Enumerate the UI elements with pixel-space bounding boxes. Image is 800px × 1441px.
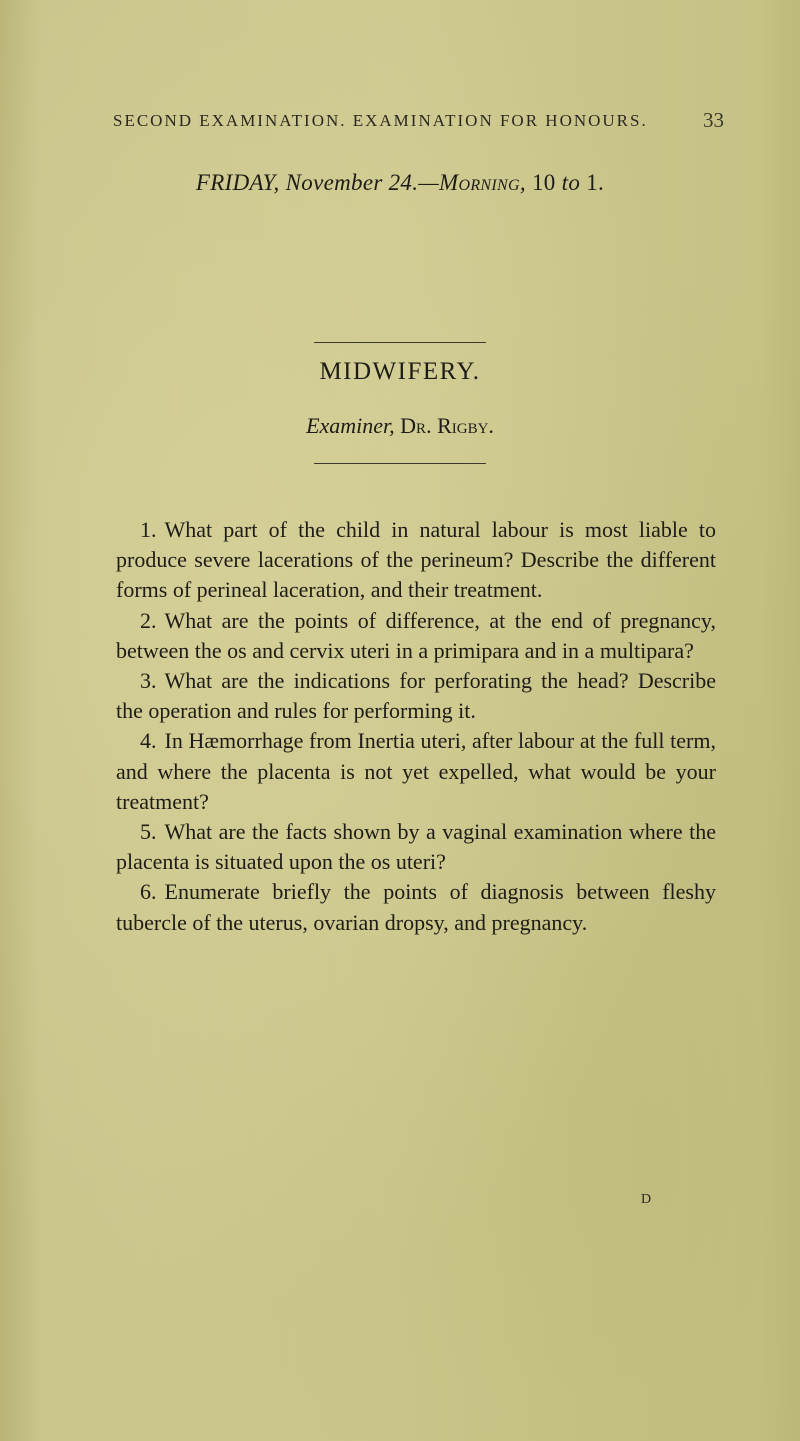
question-number: 6. <box>140 879 157 905</box>
question-text: What part of the child in natural labour is most liable to produce severe lacerations of the perineum? Describe the different forms of perineal laceration, and their treatment. <box>116 517 716 603</box>
examiner-line <box>0 413 800 439</box>
session-day: FRIDAY, <box>195 170 280 195</box>
question-list <box>116 515 716 938</box>
question-text: What are the points of difference, at the end of pregnancy, between the os and cervix uteri in a primipara and in a multipara? <box>116 607 716 663</box>
examiner-label: Examiner, <box>306 413 395 438</box>
question-number: 5. <box>140 819 157 845</box>
session-time-to: 1. <box>586 170 605 195</box>
question-item <box>116 726 716 817</box>
session-time-from: 10 <box>531 170 556 195</box>
question-text: What are the indications for perforating the head? Describe the operation and rules for performing it. <box>116 668 716 724</box>
page-number: 33 <box>703 108 724 132</box>
question-text: In Hæmorrhage from Inertia uteri, after labour at the full term, and where the placenta is not yet expelled, what would be your treatment? <box>116 728 716 814</box>
divider-top <box>314 342 486 343</box>
question-number: 3. <box>140 668 157 694</box>
question-item <box>116 606 716 666</box>
question-number: 4. <box>140 728 157 754</box>
question-item <box>116 666 716 726</box>
question-item <box>116 817 716 877</box>
session-time-to-word: to <box>561 170 581 195</box>
session-date-line <box>0 170 800 196</box>
session-period: Morning, <box>439 170 526 195</box>
question-text: Enumerate briefly the points of diagnosis between fleshy tubercle of the uterus, ovarian dropsy, and pregnancy. <box>116 879 716 935</box>
subject-title: MIDWIFERY. <box>319 358 481 385</box>
examiner-name: Dr. Rigby. <box>400 413 494 438</box>
question-item <box>116 515 716 606</box>
question-item <box>116 877 716 937</box>
question-number: 1. <box>140 517 157 542</box>
session-date: November 24.— <box>285 170 440 195</box>
divider-bottom <box>314 463 486 464</box>
question-number: 2. <box>140 607 157 633</box>
signature-mark: D <box>641 1192 652 1207</box>
question-text: What are the facts shown by a vaginal examination where the placenta is situated upon the os uteri? <box>116 819 716 875</box>
running-head: SECOND EXAMINATION. EXAMINATION FOR HONOURS. <box>113 111 648 130</box>
